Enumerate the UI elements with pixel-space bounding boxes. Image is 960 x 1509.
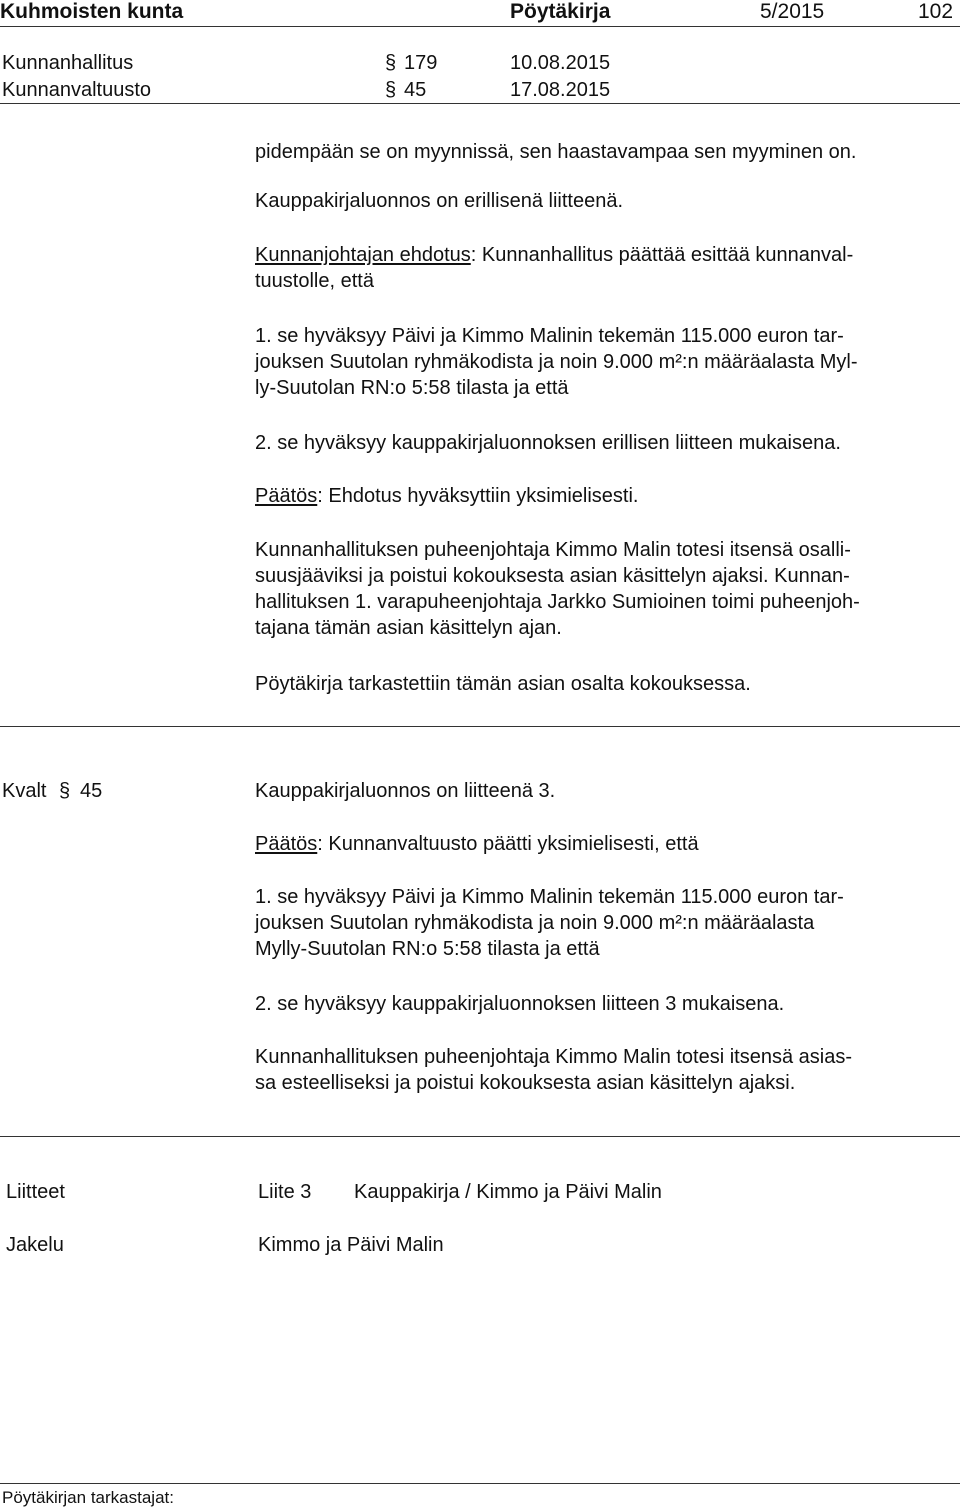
- paragraph: pidempään se on myynnissä, sen haastavampaa sen myyminen on.: [255, 141, 857, 163]
- doc-type: Pöytäkirja: [510, 0, 611, 23]
- meta-body-kh: Kunnanhallitus: [2, 52, 134, 74]
- meta-rule: [0, 103, 960, 104]
- recusal-paragraph: Kunnanhallituksen puheenjohtaja Kimmo Malin totesi itsensä osalli- suusjääviksi ja poistui kokouksesta asian käsittelyn ajaksi. Kunnan- hallituksen 1. varapuheenjohtaja Jarkko Sumioinen toimi puheenjoh- tajana tämän asian käsittelyn ajan.: [255, 539, 860, 639]
- proposal-item-2: 2. se hyväksyy kauppakirjaluonnoksen erillisen liitteen mukaisena.: [255, 432, 841, 454]
- section-rule: [0, 726, 960, 727]
- proposal-label: Kunnanjohtajan ehdotus: [255, 244, 471, 266]
- meta-body-kv: Kunnanvaltuusto: [2, 79, 152, 101]
- kv-item-2: 2. se hyväksyy kauppakirjaluonnoksen liitteen 3 mukaisena.: [255, 993, 785, 1015]
- attachments-label: Liitteet: [6, 1181, 65, 1203]
- org-name: Kuhmoisten kunta: [0, 0, 184, 23]
- page-number: 102: [918, 0, 954, 23]
- meta-date-kh: 10.08.2015: [510, 52, 611, 74]
- distribution-recipient: Kimmo ja Päivi Malin: [258, 1234, 444, 1256]
- distribution-label: Jakelu: [6, 1234, 64, 1256]
- section-sign: §: [59, 780, 71, 802]
- kv-num: 45: [80, 780, 103, 802]
- section-sign: §: [385, 79, 397, 101]
- section-rule: [0, 1136, 960, 1137]
- decision-label: Päätös: [255, 833, 318, 855]
- meta-num-kv: 45: [404, 79, 427, 101]
- review-paragraph: Pöytäkirja tarkastettiin tämän asian osalta kokouksessa.: [255, 673, 751, 695]
- footer-rule: [0, 1483, 960, 1484]
- proposal-item-1: 1. se hyväksyy Päivi ja Kimmo Malinin tekemän 115.000 euron tar- jouksen Suutolan ryhmäkodista ja noin 9.000 m²:n määräalasta Myl- ly-Suutolan RN:o 5:58 tilasta ja että: [255, 325, 858, 399]
- meta-num-kh: 179: [404, 52, 438, 74]
- attachment-title: Kauppakirja / Kimmo ja Päivi Malin: [354, 1181, 662, 1203]
- section-sign: §: [385, 52, 397, 74]
- kv-item-1: 1. se hyväksyy Päivi ja Kimmo Malinin tekemän 115.000 euron tar- jouksen Suutolan ryhmäkodista ja noin 9.000 m²:n määräalasta Mylly-Suutolan RN:o 5:58 tilasta ja että: [255, 886, 844, 960]
- decision-label: Päätös: [255, 485, 318, 507]
- reviewers-label: Pöytäkirjan tarkastajat:: [2, 1488, 174, 1507]
- attachment-note: Kauppakirjaluonnos on liitteenä 3.: [255, 780, 556, 802]
- paragraph: Kauppakirjaluonnos on erillisenä liitteenä.: [255, 190, 624, 212]
- kv-label: Kvalt: [2, 780, 47, 802]
- header-rule: [0, 26, 960, 27]
- doc-number: 5/2015: [760, 0, 825, 23]
- kv-recusal-paragraph: Kunnanhallituksen puheenjohtaja Kimmo Malin totesi itsensä asias- sa esteelliseksi ja poistui kokouksesta asian käsittelyn ajaksi.: [255, 1046, 853, 1094]
- kv-decision-paragraph: Päätös: Kunnanvaltuusto päätti yksimielisesti, että: [255, 833, 699, 855]
- meta-date-kv: 17.08.2015: [510, 79, 611, 101]
- proposal-paragraph: Kunnanjohtajan ehdotus: Kunnanhallitus päättää esittää kunnanval- tuustolle, että: [255, 244, 854, 292]
- attachment-id: Liite 3: [258, 1181, 312, 1203]
- decision-paragraph: Päätös: Ehdotus hyväksyttiin yksimielisesti.: [255, 485, 639, 507]
